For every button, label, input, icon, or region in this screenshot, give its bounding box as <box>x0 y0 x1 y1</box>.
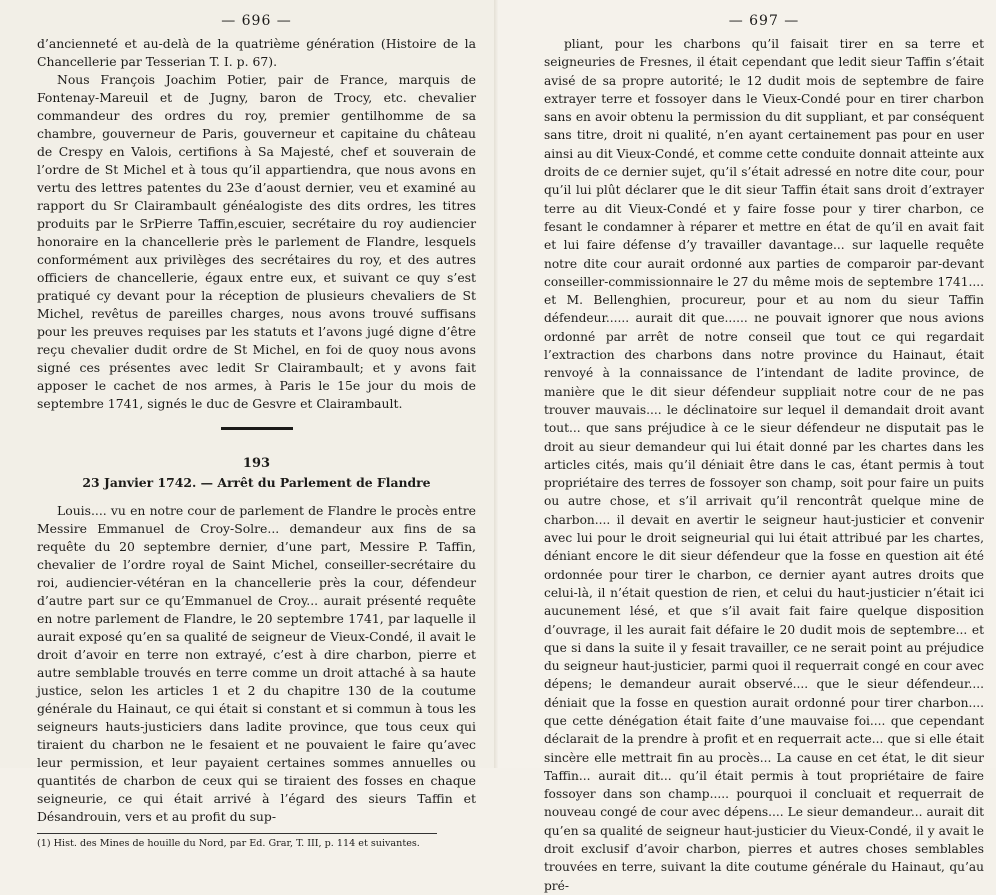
footnote: (1) Hist. des Mines de houille du Nord, par Ed. Grar, T. III, p. 114 et suivantes. <box>37 838 420 849</box>
left-page <box>0 0 496 849</box>
paragraph: d’ancienneté et au-delà de la quatrième génération (Histoire de la Chancellerie par Tesserian T. I. p. 67). <box>37 36 476 69</box>
section-divider <box>221 427 293 430</box>
paragraph: pliant, pour les charbons qu’il faisait tirer en sa terre et seigneuries de Fresnes, il était cependant que ledit sieur Taffin s’était avisé de sa propre autorité; le 12 dudit mois de septembre de faire extrayer terre et fossoyer dans le Vieux-Condé pour en tirer charbon sans en avoir obtenu la permission du dit suppliant, et par conséquent sans titre, droit ni qualité, n’en ayant certainement pas pour en user ainsi au dit Vieux-Condé, et comme cette conduite donnait atteinte aux droits de ce dernier sujet, qu’il s’était adressé en notre dite cour, pour qu’il lui plût déclarer que le dit sieur Taffin était sans droit d’extrayer terre au dit Vieux-Condé et y faire fosse pour y tirer charbon, ce fesant le condamner à réparer et mettre en état de qu’il en avait fait et lui faire défense d’y travailler davantage... sur laquelle requête notre dite cour aurait ordonné aux parties de comparoir par-devant conseiller-commissionnaire le 27 du même mois de septembre 1741.... et M. Bellenghien, procureur, pour et au nom du sieur Taffin défendeur...... aurait dit que...... ne pouvait ignorer que nous avions ordonné par arrêt de notre conseil que tout ce qui regardait l’extraction des charbons dans notre province du Hainaut, était renvoyé à la connaissance de l’intendant de ladite province, de manière que le dit sieur défendeur suppliait notre cour de ne pas trouver mauvais.... le déclinatoire sur lequel il demandait droit avant tout... que sans préjudice à ce le sieur défendeur ne disputait pas le droit au sieur demandeur qui lui était donné par les chartes dans les articles cités, mais qu’il déniait être dans le cas, étant permis à tout propriétaire des terres de fossoyer son champ, soit pour faire un puits ou autre chose, et s’il arrivait qu’il rencontrât quelque mine de charbon.... il devait en avertir le seigneur haut-justicier et convenir avec lui pour le droit seigneurial qui lui était attribué par les chartes, déniant encore le dit sieur défendeur que la fosse en question ait été ordonnée pour tirer le charbon, ce dernier ayant autres droits que celui-là, il n’était question de rien, et celui du haut-justicier n’était ici aucunement lésé, et que s’il avait fait faire quelque disposition d’ouvrage, il les aurait fait défaire le 20 dudit mois de septembre... et que si dans la suite il y fesait travailler, ce ne serait point au préjudice du seigneur haut-justicier, parmi quoi il requerrait congé en cour avec dépens; le demandeur aurait observé.... que le sieur défendeur.... déniait que la fosse en question aurait ordonné pour tirer charbon.... que cette dénégation était faite d’une mauvaise foi.... que cependant déclarait de la prendre à profit et en requerrait acte... que si elle était sincère elle mettrait fin au procès... La cause en cet état, le dit sieur Taffin... aurait dit... qu’il était permis à tout propriétaire de faire fossoyer dans son champ..... pourquoi il concluait et requerrait de nouveau congé de cour avec dépens.... Le sieur demandeur... aurait dit qu’en sa qualité de seigneur haut-justicier du Vieux-Condé, il y avait le droit exclusif d’avoir charbon, pierres et autres choses semblables trouvées en terre, suivant la dite coutume générale du Hainaut, qu’au pré- <box>544 37 984 893</box>
paragraph: Nous François Joachim Potier, pair de France, marquis de Fontenay-Mareuil et de Jugny, baron de Trocy, etc. chevalier commandeur des ordres du roy, premier gentilhomme de sa chambre, gouverneur de Paris, gouverneur et capitaine du château de Crespy en Valois, certifions à Sa Majesté, chef et souverain de l’ordre de St Michel et à tous qu’il appartiendra, que nous avons en vertu des lettres patentes du 23e d’aoust dernier, veu et examiné au rapport du Sr Clairambault généalogiste des dits ordres, les titres produits par le SrPierre Taffin,escuier, secrétaire du roy audiencier honoraire en la chancellerie près le parlement de Flandre, lesquels conformément aux privilèges des secrétaires du roy, et des autres officiers de chancellerie, égaux entre eux, et suivant ce quy s’est pratiqué cy devant pour la réception de plusieurs chevaliers de St Michel, revêtus de pareilles charges, nous avons trouvé suffisans pour les preuves requises par les statuts et l’avons jugé digne d’être reçu chevalier dudit ordre de St Michel, en foi de quoy nous avons signé ces présentes avec ledit Sr Clairambault; et y avons fait apposer le cachet de nos armes, à Paris le 15e jour du mois de septembre 1741, signés le duc de Gesvre et Clairambault. <box>37 72 476 411</box>
right-page <box>500 0 996 893</box>
page-number: — 697 — <box>728 13 800 29</box>
paragraph: Louis.... vu en notre cour de parlement de Flandre le procès entre Messire Emmanuel de Croy-Solre... demandeur aux fins de sa requête du 20 septembre dernier, d’une part, Messire P. Taffin, chevalier de l’ordre royal de Saint Michel, conseiller-secrétaire du roi, audiencier-vétéran en la chancellerie près la cour, défendeur d’autre part sur ce qu’Emmanuel de Croy... aurait présenté requête en notre parlement de Flandre, le 20 septembre 1741, par laquelle il aurait exposé qu’en sa qualité de seigneur de Vieux-Condé, il avait le droit d’avoir en terre non extrayé, c’est à dire charbon, pierre et autre semblable trouvés en terre comme un droit attaché à sa haute justice, selon les articles 1 et 2 du chapitre 130 de la coutume générale du Hainaut, ce qui était si constant et si commun à tous les seigneurs hauts-justiciers dans ladite province, que tous ceux qui tiraient du charbon ne le fesaient et ne pouvaient le faire qu’avec leur permission, et leur payaient certaines sommes annuelles ou quantités de charbon de ceux qui se tiraient des fosses en chaque seigneurie, ce qui était arrivé à l’égard des sieurs Taffin et Désandrouin, vers et au profit du sup- <box>37 503 476 824</box>
section-number: 193 <box>242 456 271 471</box>
section-heading: 23 Janvier 1742. — Arrêt du Parlement de Flandre <box>82 475 431 490</box>
page-number: — 696 — <box>221 13 292 29</box>
footnote-rule <box>37 833 437 834</box>
